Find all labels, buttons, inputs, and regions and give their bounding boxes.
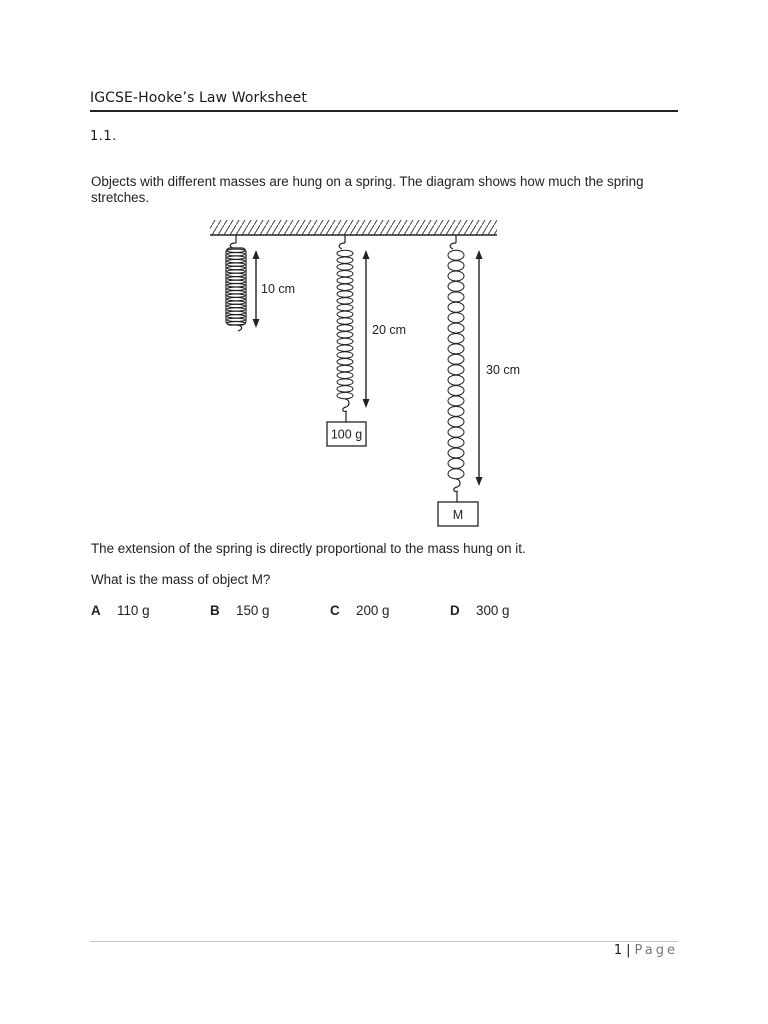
page-separator: |	[626, 943, 631, 958]
header-divider	[90, 110, 678, 112]
footer-divider	[90, 941, 678, 942]
page-number: 1	[613, 943, 623, 958]
option-c[interactable]	[330, 603, 390, 618]
question-intro: Objects with different masses are hung on a spring. The diagram shows how much the spring stretches.	[91, 174, 644, 205]
answer-options	[0, 603, 768, 623]
proportionality-statement: The extension of the spring is directly proportional to the mass hung on it.	[91, 541, 526, 556]
extension-label-1: 10 cm	[261, 282, 296, 296]
worksheet-title: IGCSE-Hooke’s Law Worksheet	[90, 90, 307, 106]
option-letter: A	[91, 603, 101, 618]
spring-2	[337, 235, 353, 411]
option-a[interactable]	[91, 603, 150, 618]
extension-arrow-3	[476, 250, 483, 486]
option-value: 300 g	[476, 603, 510, 618]
spring-diagram	[200, 215, 521, 533]
extension-arrow-1	[253, 250, 260, 328]
page-footer	[614, 943, 678, 958]
page-word: Page	[634, 943, 678, 958]
option-value: 110 g	[117, 603, 150, 618]
mass-100g-label: 100 g	[330, 427, 363, 442]
option-letter: B	[210, 603, 220, 618]
spring-1	[226, 235, 246, 331]
option-letter: C	[330, 603, 340, 618]
spring-3	[448, 235, 464, 491]
option-letter: D	[450, 603, 460, 618]
option-b[interactable]	[210, 603, 270, 618]
question-prompt: What is the mass of object M?	[91, 572, 271, 587]
option-value: 150 g	[236, 603, 270, 618]
extension-label-2: 20 cm	[372, 323, 407, 337]
ceiling-hatching	[210, 220, 497, 235]
option-d[interactable]	[450, 603, 510, 618]
option-value: 200 g	[356, 603, 390, 618]
extension-arrow-2	[363, 250, 370, 408]
question-number: 1.1.	[90, 129, 117, 144]
mass-m-label: M	[452, 508, 464, 522]
extension-label-3: 30 cm	[486, 363, 521, 377]
